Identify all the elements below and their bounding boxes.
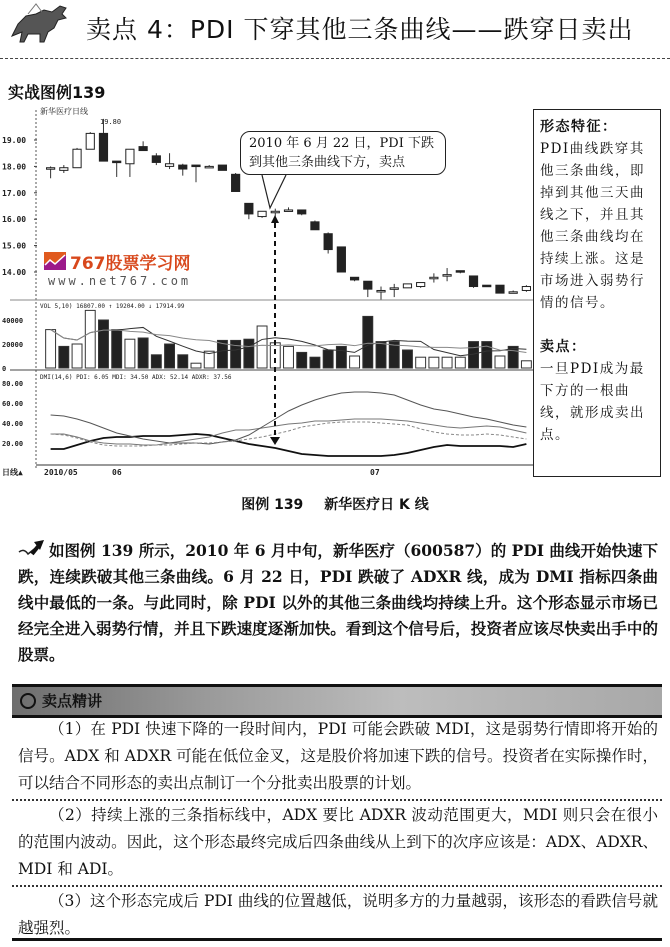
svg-text:07: 07 <box>370 468 380 477</box>
section-title: 卖点精讲 <box>42 692 103 710</box>
explanation-paragraph: 如图例 139 所示，2010 年 6 月中旬，新华医疗（600587）的 PDI 曲线开始快速下跌，连续跌破其他三条曲线。6 月 22 日，PDI 跌破了 ADXR 线，成为 DMI 指标四条曲线中最低的一条。与此同时，除 PDI 以外的其他三条曲线均持续上升。这个形态显示市场已经完全进入弱势行情，并且下跌速度逐渐加快。看到这个信号后，投资者应该尽快卖出手中的股票。 <box>18 541 658 664</box>
svg-text:80.00: 80.00 <box>2 380 24 388</box>
svg-text:0: 0 <box>2 365 7 373</box>
watermark-logo-icon <box>44 252 66 270</box>
svg-text:19.80: 19.80 <box>100 118 122 126</box>
point-1: （1）在 PDI 快速下降的一段时间内，PDI 可能会跌破 MDI，这是弱势行情即将开始的信号。ADX 和 ADXR 可能在低位金叉，这是股价将加速下跌的信号。投资者在实际操作时，可以结合不同形态的卖出点制订一个分批卖出股票的计划。 <box>18 720 658 792</box>
section-header <box>12 684 662 718</box>
svg-text:40.00: 40.00 <box>2 420 24 428</box>
watermark-url: www.net767.com <box>48 274 192 288</box>
svg-text:06: 06 <box>112 468 122 477</box>
svg-text:18.00: 18.00 <box>2 162 27 172</box>
bottom-rule <box>12 938 662 941</box>
svg-text:15.00: 15.00 <box>2 241 27 251</box>
svg-text:60.00: 60.00 <box>2 400 24 408</box>
point-2: （2）持续上涨的三条指标线中，ADX 要比 ADXR 波动范围更大，MDI 则只会在很小的范围内波动。因此，这个形态最终完成后四条曲线从上到下的次序应该是：ADX、ADXR、MDI 和 ADI。 <box>18 806 658 878</box>
pattern-sidebox <box>533 109 661 477</box>
watermark <box>44 252 194 292</box>
example-label: 实战图例139 <box>8 83 106 102</box>
page-header <box>0 0 670 52</box>
sell-title: 卖点： <box>540 339 587 355</box>
svg-text:新华医疗日线: 新华医疗日线 <box>40 107 88 116</box>
circle-icon <box>20 693 36 709</box>
svg-text:16.00: 16.00 <box>2 215 27 225</box>
svg-text:VOL 5,10) 16807.00 ↑ 19204.00: VOL 5,10) 16807.00 ↑ 19204.00 ↓ 17914.99 <box>40 303 185 310</box>
page-title: 卖点 4：PDI 下穿其他三条曲线——跌穿日卖出 <box>86 15 634 44</box>
svg-text:日线▲: 日线▲ <box>2 468 23 477</box>
svg-text:2010/05: 2010/05 <box>44 468 78 477</box>
annotation-callout <box>240 131 446 175</box>
callout-line-2: 到其他三条曲线下方，卖点 <box>249 155 406 170</box>
svg-text:20.00: 20.00 <box>2 440 24 448</box>
header-divider <box>0 58 670 59</box>
svg-text:20000: 20000 <box>2 341 24 349</box>
callout-line-1: 2010 年 6 月 22 日，PDI 下跌 <box>249 136 434 151</box>
point-3: （3）这个形态完成后 PDI 曲线的位置越低，说明多方的力量越弱，该形态的看跌信号就越强烈。 <box>18 892 658 937</box>
bull-icon <box>8 2 70 44</box>
feature-text: PDI曲线跌穿其他三条曲线，即掉到其他三天曲线之下，并且其他三条曲线均在持续上涨。这是市场进入弱势行情的信号。 <box>540 141 645 311</box>
dotted-divider <box>12 799 662 801</box>
dotted-divider <box>12 885 662 887</box>
watermark-name: 767股票学习网 <box>70 254 191 274</box>
sell-text: 一旦PDI成为最下方的一根曲线，就形成卖出点。 <box>540 361 645 443</box>
svg-text:14.00: 14.00 <box>2 268 27 277</box>
svg-text:40000: 40000 <box>2 317 24 325</box>
figure-number: 图例 139 <box>241 497 304 513</box>
svg-text:19.00: 19.00 <box>2 136 27 145</box>
figure-caption <box>0 494 670 514</box>
svg-text:DMI(14,6) PDI: 6.05 MDI: 34.50: DMI(14,6) PDI: 6.05 MDI: 34.50 ADX: 52.14 ADXR: 37.56 <box>40 374 232 381</box>
figure-name: 新华医疗日 K 线 <box>324 497 429 513</box>
feature-title: 形态特征： <box>540 119 618 135</box>
svg-text:17.00: 17.00 <box>2 188 27 198</box>
